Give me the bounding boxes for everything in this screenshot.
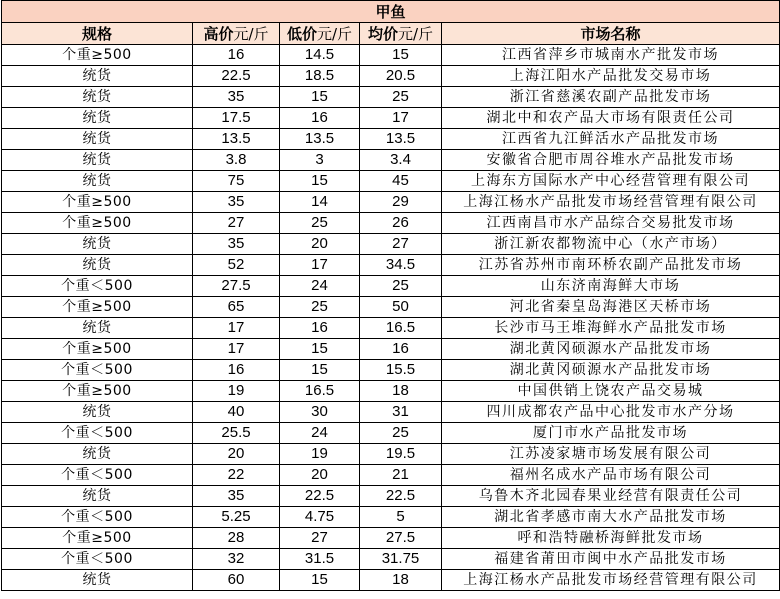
- cell-low-price: 14.5: [280, 45, 360, 66]
- cell-low-price: 15: [280, 339, 360, 360]
- header-high-price: [193, 23, 280, 45]
- table-row: [2, 507, 780, 528]
- cell-spec: 统货: [2, 108, 193, 129]
- cell-spec: 个重≥500: [2, 213, 193, 234]
- cell-avg-price: 25: [360, 276, 442, 297]
- cell-spec: 统货: [2, 234, 193, 255]
- cell-high-price: 17: [193, 318, 280, 339]
- table-title: 甲鱼: [2, 1, 780, 23]
- cell-avg-price: 31: [360, 402, 442, 423]
- table-row: [2, 570, 780, 591]
- table-row: [2, 486, 780, 507]
- cell-avg-price: 5: [360, 507, 442, 528]
- cell-market: 江西南昌市水产品综合交易批发市场: [442, 213, 780, 234]
- cell-high-price: 20: [193, 444, 280, 465]
- table-row: [2, 339, 780, 360]
- cell-spec: 个重≥500: [2, 528, 193, 549]
- cell-market: 上海东方国际水产中心经营管理有限公司: [442, 171, 780, 192]
- cell-high-price: 3.8: [193, 150, 280, 171]
- cell-low-price: 19: [280, 444, 360, 465]
- cell-low-price: 18.5: [280, 66, 360, 87]
- cell-avg-price: 18: [360, 570, 442, 591]
- table-row: [2, 234, 780, 255]
- cell-market: 上海江杨水产品批发市场经营管理有限公司: [442, 570, 780, 591]
- cell-avg-price: 31.75: [360, 549, 442, 570]
- cell-avg-price: 13.5: [360, 129, 442, 150]
- cell-spec: 统货: [2, 402, 193, 423]
- table-title-row: [2, 1, 780, 23]
- cell-avg-price: 16.5: [360, 318, 442, 339]
- cell-spec: 统货: [2, 150, 193, 171]
- cell-high-price: 19: [193, 381, 280, 402]
- cell-high-price: 40: [193, 402, 280, 423]
- cell-high-price: 16: [193, 360, 280, 381]
- cell-market: 浙江新农都物流中心（水产市场）: [442, 234, 780, 255]
- cell-market: 湖北省孝感市南大水产品批发市场: [442, 507, 780, 528]
- table-row: [2, 66, 780, 87]
- cell-high-price: 32: [193, 549, 280, 570]
- cell-high-price: 22: [193, 465, 280, 486]
- cell-low-price: 22.5: [280, 486, 360, 507]
- cell-spec: 统货: [2, 570, 193, 591]
- cell-low-price: 13.5: [280, 129, 360, 150]
- cell-avg-price: 25: [360, 423, 442, 444]
- cell-market: 福建省莆田市闽中水产品批发市场: [442, 549, 780, 570]
- cell-low-price: 31.5: [280, 549, 360, 570]
- cell-low-price: 27: [280, 528, 360, 549]
- cell-high-price: 25.5: [193, 423, 280, 444]
- cell-market: 江西省萍乡市城南水产批发市场: [442, 45, 780, 66]
- cell-avg-price: 45: [360, 171, 442, 192]
- cell-low-price: 17: [280, 255, 360, 276]
- cell-avg-price: 17: [360, 108, 442, 129]
- cell-avg-price: 3.4: [360, 150, 442, 171]
- cell-market: 安徽省合肥市周谷堆水产品批发市场: [442, 150, 780, 171]
- cell-spec: 个重≥500: [2, 45, 193, 66]
- cell-avg-price: 50: [360, 297, 442, 318]
- cell-spec: 统货: [2, 171, 193, 192]
- cell-high-price: 60: [193, 570, 280, 591]
- cell-spec: 统货: [2, 255, 193, 276]
- cell-low-price: 15: [280, 570, 360, 591]
- cell-avg-price: 27: [360, 234, 442, 255]
- cell-avg-price: 26: [360, 213, 442, 234]
- cell-avg-price: 20.5: [360, 66, 442, 87]
- cell-market: 河北省秦皇岛海港区天桥市场: [442, 297, 780, 318]
- cell-high-price: 16: [193, 45, 280, 66]
- cell-avg-price: 16: [360, 339, 442, 360]
- cell-spec: 统货: [2, 486, 193, 507]
- cell-low-price: 16: [280, 318, 360, 339]
- cell-spec: 个重＜500: [2, 507, 193, 528]
- cell-low-price: 24: [280, 276, 360, 297]
- cell-spec: 个重＜500: [2, 465, 193, 486]
- table-row: [2, 255, 780, 276]
- cell-market: 长沙市马王堆海鲜水产品批发市场: [442, 318, 780, 339]
- table-row: [2, 402, 780, 423]
- cell-high-price: 65: [193, 297, 280, 318]
- cell-high-price: 28: [193, 528, 280, 549]
- table-row: [2, 465, 780, 486]
- cell-high-price: 35: [193, 192, 280, 213]
- header-spec: 规格: [2, 23, 193, 45]
- cell-high-price: 35: [193, 486, 280, 507]
- cell-market: 湖北中和农产品大市场有限责任公司: [442, 108, 780, 129]
- table-row: [2, 87, 780, 108]
- cell-market: 上海江杨水产品批发市场经营管理有限公司: [442, 192, 780, 213]
- cell-spec: 个重＜500: [2, 549, 193, 570]
- cell-high-price: 13.5: [193, 129, 280, 150]
- cell-high-price: 27.5: [193, 276, 280, 297]
- table-row: [2, 45, 780, 66]
- header-high-unit: 元/斤: [233, 24, 269, 43]
- table-row: [2, 171, 780, 192]
- cell-spec: 统货: [2, 87, 193, 108]
- table-row: [2, 318, 780, 339]
- table-row: [2, 192, 780, 213]
- table-row: [2, 549, 780, 570]
- header-avg-unit: 元/斤: [397, 24, 434, 43]
- header-low-label: 低价: [286, 24, 317, 43]
- cell-avg-price: 25: [360, 87, 442, 108]
- table-header-row: [2, 23, 780, 45]
- cell-spec: 个重≥500: [2, 297, 193, 318]
- cell-low-price: 16.5: [280, 381, 360, 402]
- cell-low-price: 4.75: [280, 507, 360, 528]
- header-market: 市场名称: [442, 23, 780, 45]
- cell-market: 江苏凌家塘市场发展有限公司: [442, 444, 780, 465]
- cell-low-price: 30: [280, 402, 360, 423]
- cell-high-price: 17: [193, 339, 280, 360]
- header-low-unit: 元/斤: [316, 24, 353, 43]
- cell-market: 江苏省苏州市南环桥农副产品批发市场: [442, 255, 780, 276]
- cell-avg-price: 19.5: [360, 444, 442, 465]
- table-row: [2, 276, 780, 297]
- cell-market: 乌鲁木齐北园春果业经营有限责任公司: [442, 486, 780, 507]
- cell-high-price: 35: [193, 234, 280, 255]
- cell-low-price: 25: [280, 213, 360, 234]
- cell-spec: 个重≥500: [2, 381, 193, 402]
- cell-avg-price: 29: [360, 192, 442, 213]
- cell-avg-price: 22.5: [360, 486, 442, 507]
- cell-high-price: 35: [193, 87, 280, 108]
- cell-avg-price: 18: [360, 381, 442, 402]
- cell-low-price: 25: [280, 297, 360, 318]
- table-row: [2, 150, 780, 171]
- cell-market: 上海江阳水产品批发交易市场: [442, 66, 780, 87]
- cell-high-price: 22.5: [193, 66, 280, 87]
- table-row: [2, 108, 780, 129]
- cell-avg-price: 21: [360, 465, 442, 486]
- cell-low-price: 15: [280, 171, 360, 192]
- cell-high-price: 75: [193, 171, 280, 192]
- cell-high-price: 52: [193, 255, 280, 276]
- table-row: [2, 297, 780, 318]
- table-body: [2, 45, 780, 591]
- cell-market: 厦门市水产品批发市场: [442, 423, 780, 444]
- cell-low-price: 20: [280, 465, 360, 486]
- cell-low-price: 16: [280, 108, 360, 129]
- cell-low-price: 15: [280, 360, 360, 381]
- cell-avg-price: 34.5: [360, 255, 442, 276]
- cell-market: 呼和浩特融桥海鲜批发市场: [442, 528, 780, 549]
- cell-spec: 个重≥500: [2, 339, 193, 360]
- table-row: [2, 213, 780, 234]
- cell-market: 山东济南海鲜大市场: [442, 276, 780, 297]
- cell-spec: 统货: [2, 129, 193, 150]
- table-row: [2, 444, 780, 465]
- cell-market: 中国供销上饶农产品交易城: [442, 381, 780, 402]
- cell-spec: 统货: [2, 66, 193, 87]
- cell-spec: 个重＜500: [2, 276, 193, 297]
- header-avg-label: 均价: [367, 24, 398, 43]
- cell-low-price: 20: [280, 234, 360, 255]
- cell-avg-price: 27.5: [360, 528, 442, 549]
- cell-low-price: 24: [280, 423, 360, 444]
- header-low-price: [280, 23, 360, 45]
- table-row: [2, 423, 780, 444]
- cell-high-price: 27: [193, 213, 280, 234]
- cell-spec: 个重＜500: [2, 360, 193, 381]
- cell-avg-price: 15.5: [360, 360, 442, 381]
- cell-market: 福州名成水产品市场有限公司: [442, 465, 780, 486]
- table-row: [2, 129, 780, 150]
- cell-market: 湖北黄冈硕源水产品批发市场: [442, 339, 780, 360]
- cell-avg-price: 15: [360, 45, 442, 66]
- cell-high-price: 17.5: [193, 108, 280, 129]
- header-avg-price: [360, 23, 442, 45]
- cell-low-price: 15: [280, 87, 360, 108]
- cell-market: 四川成都农产品中心批发市水产分场: [442, 402, 780, 423]
- cell-low-price: 14: [280, 192, 360, 213]
- cell-market: 湖北黄冈硕源水产品批发市场: [442, 360, 780, 381]
- price-table: [1, 0, 780, 591]
- header-high-label: 高价: [203, 24, 234, 43]
- cell-market: 江西省九江鲜活水产品批发市场: [442, 129, 780, 150]
- cell-market: 浙江省慈溪农副产品批发市场: [442, 87, 780, 108]
- table-row: [2, 528, 780, 549]
- cell-spec: 统货: [2, 444, 193, 465]
- table-row: [2, 381, 780, 402]
- cell-spec: 统货: [2, 318, 193, 339]
- cell-low-price: 3: [280, 150, 360, 171]
- cell-spec: 个重≥500: [2, 192, 193, 213]
- table-row: [2, 360, 780, 381]
- cell-high-price: 5.25: [193, 507, 280, 528]
- cell-spec: 个重＜500: [2, 423, 193, 444]
